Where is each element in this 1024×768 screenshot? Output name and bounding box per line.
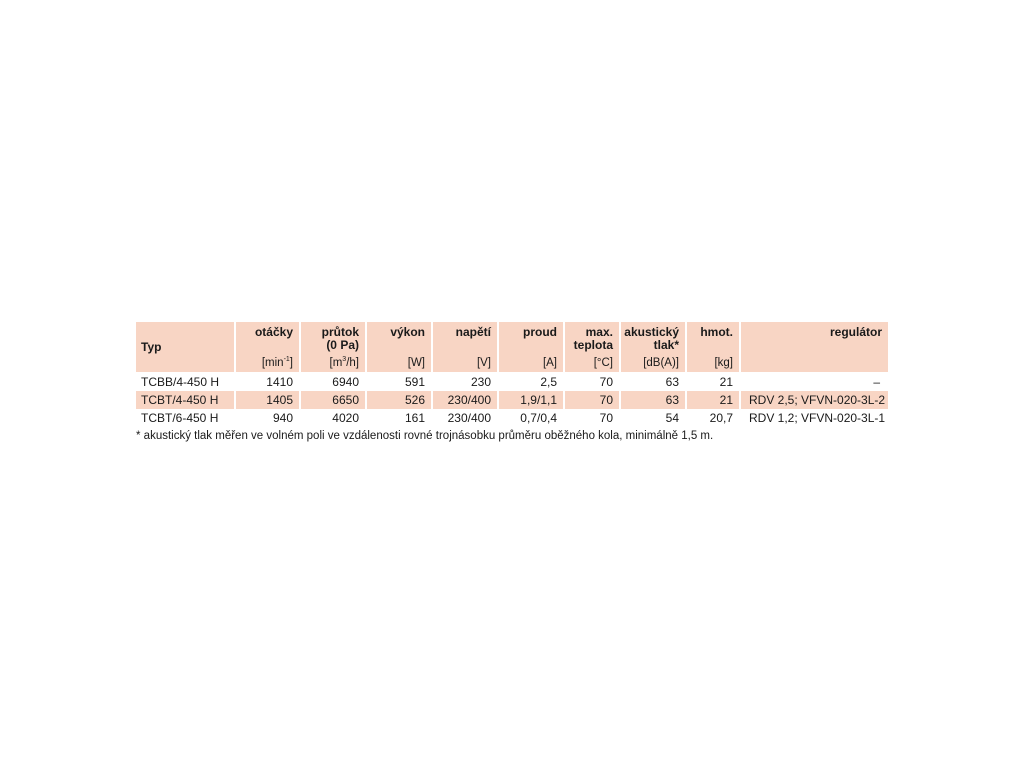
header-unit: [°C] bbox=[593, 357, 613, 369]
header-napeti bbox=[433, 322, 499, 372]
header-title: hmot. bbox=[700, 325, 733, 339]
cell-akusticky-tlak: 63 bbox=[665, 375, 679, 389]
spec-sheet bbox=[136, 322, 888, 445]
cell-typ: TCBT/6-450 H bbox=[141, 411, 219, 425]
cell-napeti: 230/400 bbox=[433, 391, 499, 409]
header-title: průtok (0 Pa) bbox=[321, 325, 359, 352]
cell-prutok: 6940 bbox=[332, 375, 359, 389]
header-teplota bbox=[565, 322, 621, 372]
cell-teplota: 70 bbox=[565, 391, 621, 409]
header-unit: [kg] bbox=[714, 357, 733, 369]
cell-hmot: 20,7 bbox=[709, 411, 733, 425]
cell-regulator: RDV 1,2; VFVN-020-3L-1 bbox=[749, 411, 886, 425]
cell-akusticky-tlak: 54 bbox=[665, 411, 679, 425]
header-akusticky-tlak bbox=[621, 322, 687, 372]
cell-vykon: 591 bbox=[404, 375, 425, 389]
header-title: otáčky bbox=[254, 325, 293, 339]
cell-regulator: – bbox=[873, 375, 880, 389]
fan-spec-table bbox=[136, 322, 888, 427]
cell-regulator: RDV 2,5; VFVN-020-3L-2 bbox=[741, 391, 888, 409]
table-header-row bbox=[136, 322, 888, 372]
cell-napeti: 230/400 bbox=[447, 411, 491, 425]
cell-prutok: 6650 bbox=[301, 391, 367, 409]
table-row bbox=[136, 409, 888, 427]
table-row bbox=[136, 391, 888, 409]
cell-akusticky-tlak: 63 bbox=[621, 391, 687, 409]
cell-typ: TCBB/4-450 H bbox=[141, 375, 220, 389]
cell-teplota: 70 bbox=[599, 411, 613, 425]
header-regulator bbox=[741, 322, 888, 372]
header-unit: [V] bbox=[476, 357, 491, 369]
header-typ bbox=[136, 322, 236, 372]
header-unit: $[\min^{-1}]$ bbox=[261, 356, 293, 369]
header-vykon bbox=[367, 322, 433, 372]
cell-hmot: 21 bbox=[719, 375, 733, 389]
cell-prutok: 4020 bbox=[332, 411, 359, 425]
header-title: Typ bbox=[141, 340, 162, 354]
footnote: * akustický tlak měřen ve volném poli ve vzdálenosti rovné trojnásobku průměru oběžného kola, minimálně 1,5 m. bbox=[136, 430, 714, 442]
cell-otacky: 1405 bbox=[236, 391, 301, 409]
table-row bbox=[136, 372, 888, 391]
cell-teplota: 70 bbox=[599, 375, 613, 389]
cell-otacky: 1410 bbox=[266, 375, 293, 389]
cell-napeti: 230 bbox=[470, 375, 491, 389]
header-hmot bbox=[687, 322, 741, 372]
cell-vykon: 526 bbox=[367, 391, 433, 409]
header-otacky bbox=[236, 322, 301, 372]
header-unit: [W] bbox=[407, 357, 425, 369]
header-prutok bbox=[301, 322, 367, 372]
header-title: regulátor bbox=[829, 325, 882, 339]
header-title: max. teplota bbox=[573, 325, 613, 352]
cell-vykon: 161 bbox=[404, 411, 425, 425]
header-title: napětí bbox=[455, 325, 491, 339]
cell-proud: 0,7/0,4 bbox=[520, 411, 557, 425]
header-title: akustický tlak* bbox=[624, 325, 679, 352]
cell-typ: TCBT/4-450 H bbox=[136, 391, 236, 409]
header-unit: [A] bbox=[542, 357, 557, 369]
header-title: proud bbox=[523, 325, 557, 339]
header-proud bbox=[499, 322, 565, 372]
cell-hmot: 21 bbox=[687, 391, 741, 409]
cell-proud: 2,5 bbox=[540, 375, 557, 389]
header-unit: [dB(A)] bbox=[643, 357, 679, 369]
cell-proud: 1,9/1,1 bbox=[499, 391, 565, 409]
header-unit: $[m^3/h]$ bbox=[329, 356, 359, 369]
header-title: výkon bbox=[390, 325, 425, 339]
cell-otacky: 940 bbox=[272, 411, 293, 425]
